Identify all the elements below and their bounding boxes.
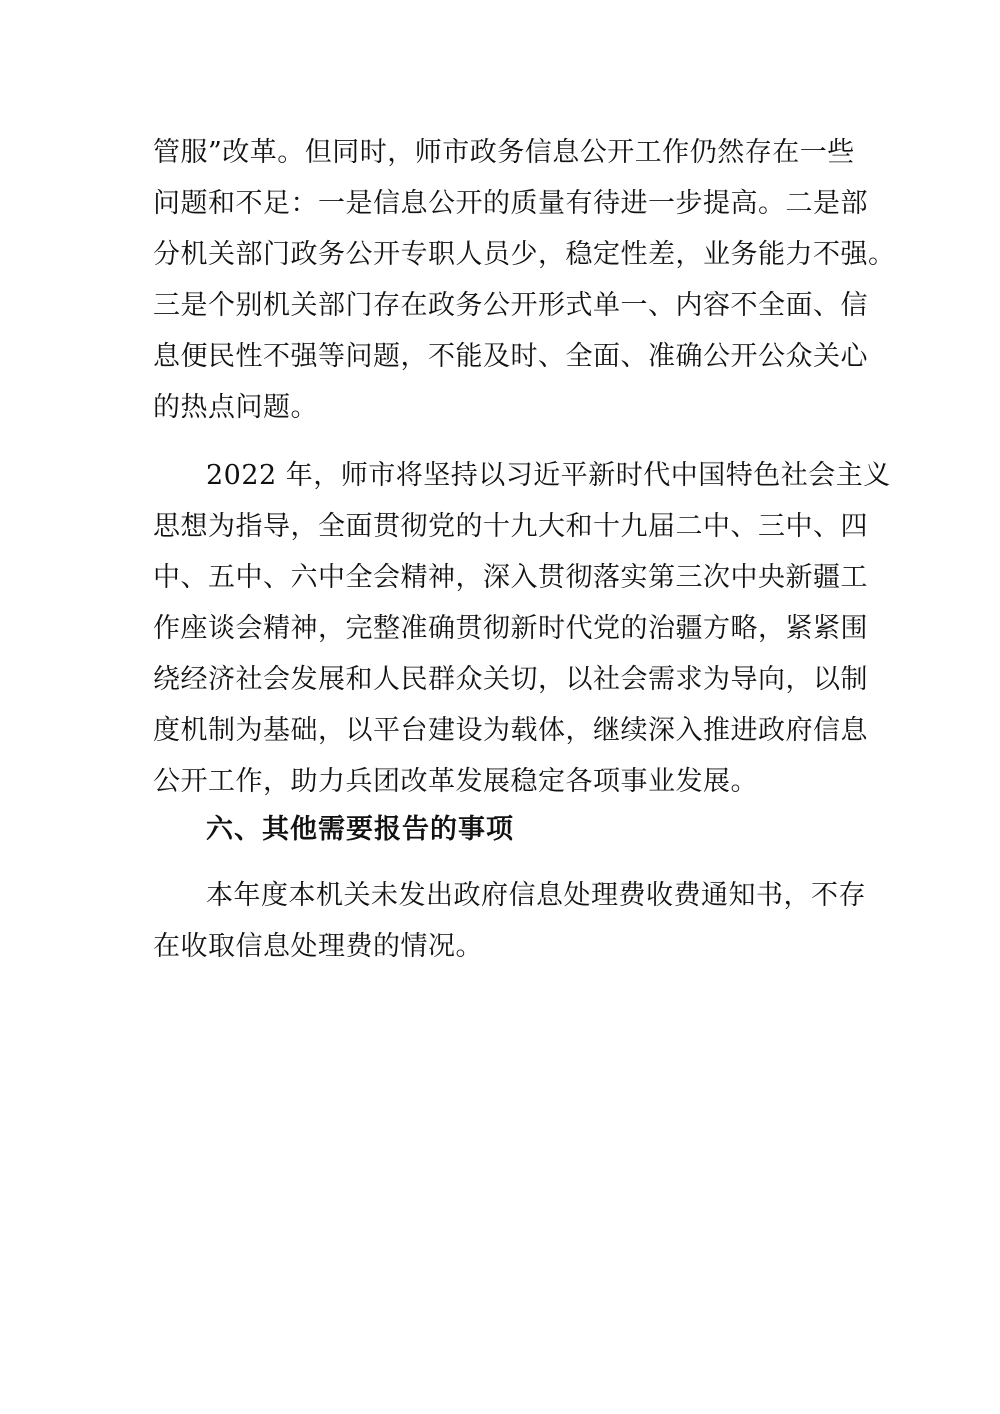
- paragraph-line: 在收取信息处理费的情况。: [153, 931, 483, 962]
- paragraph-line: 三是个别机关部门存在政务公开形式单一、内容不全面、信: [153, 290, 868, 321]
- paragraph-line: 绕经济社会发展和人民群众关切，以社会需求为导向，以制: [153, 664, 868, 695]
- section-heading: 六、其他需要报告的事项: [206, 814, 514, 845]
- paragraph-line: 思想为指导，全面贯彻党的十九大和十九届二中、三中、四: [153, 511, 868, 542]
- paragraph-line: 公开工作，助力兵团改革发展稳定各项事业发展。: [153, 766, 758, 797]
- paragraph-line: 问题和不足：一是信息公开的质量有待进一步提高。二是部: [153, 188, 868, 219]
- paragraph-line: 度机制为基础，以平台建设为载体，继续深入推进政府信息: [153, 715, 868, 746]
- paragraph-line: 中、五中、六中全会精神，深入贯彻落实第三次中央新疆工: [153, 562, 868, 593]
- paragraph-line: 2022 年，师市将坚持以习近平新时代中国特色社会主义: [206, 460, 891, 491]
- paragraph-line: 本年度本机关未发出政府信息处理费收费通知书，不存: [206, 880, 866, 911]
- paragraph-line: 的热点问题。: [153, 392, 318, 423]
- paragraph-line: 息便民性不强等问题，不能及时、全面、准确公开公众关心: [153, 341, 868, 372]
- paragraph-line: 分机关部门政务公开专职人员少，稳定性差，业务能力不强。: [153, 239, 896, 270]
- paragraph-line: 作座谈会精神，完整准确贯彻新时代党的治疆方略，紧紧围: [153, 613, 868, 644]
- paragraph-line: 管服”改革。但同时，师市政务信息公开工作仍然存在一些: [153, 137, 855, 168]
